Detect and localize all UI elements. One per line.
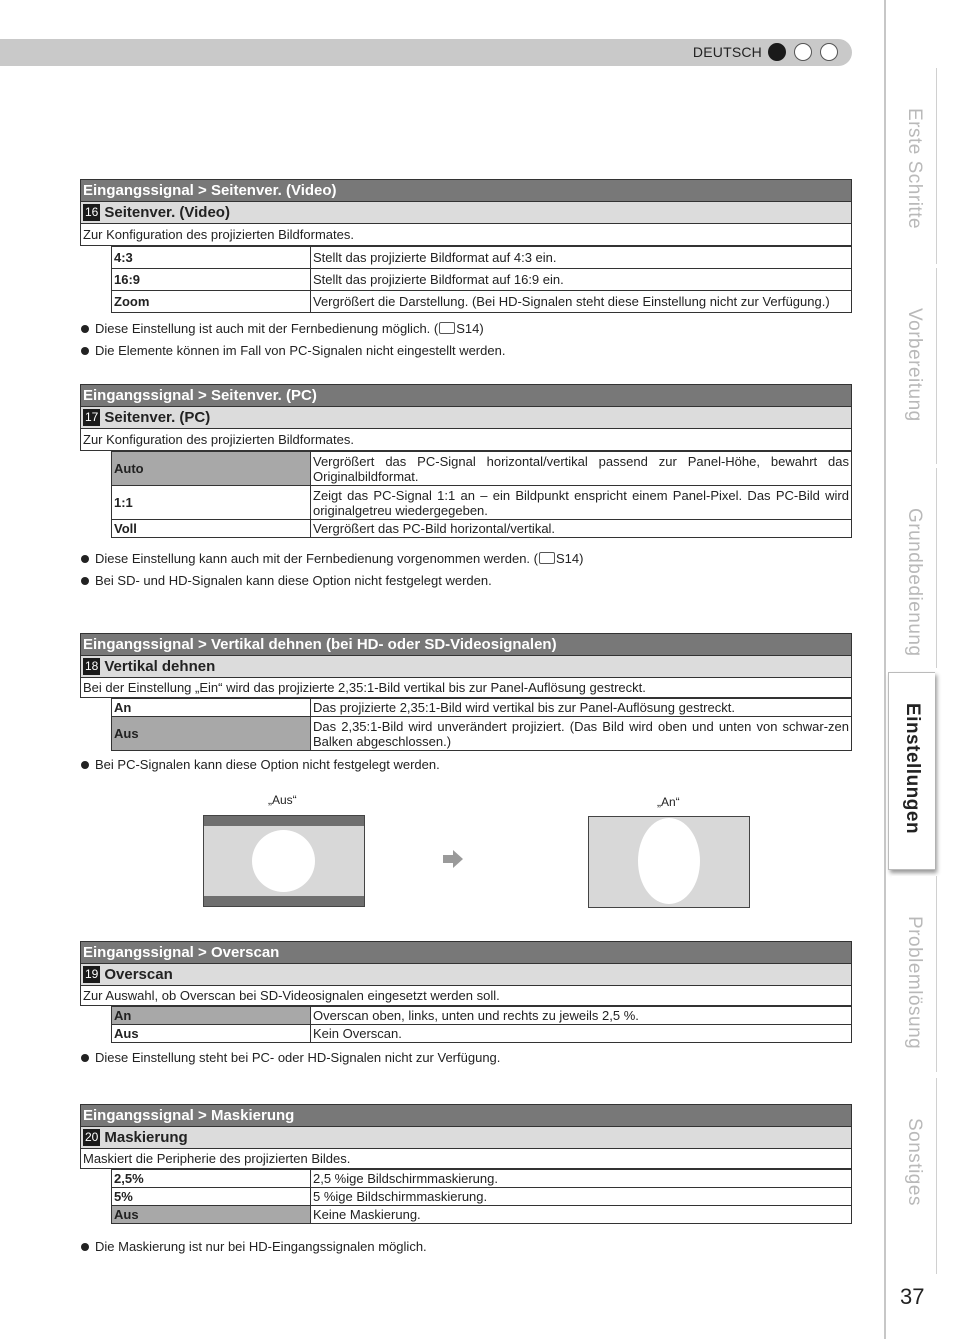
- option-name: Zoom: [112, 291, 311, 313]
- note: Diese Einstellung steht bei PC- oder HD-Signalen nicht zur Verfügung.: [80, 1047, 852, 1069]
- section-header: Eingangssignal > Seitenver. (PC): [80, 384, 852, 407]
- tab-label: Einstellungen: [902, 703, 923, 835]
- book-icon: [539, 552, 555, 564]
- tab-label: Problemlösung: [904, 916, 925, 1050]
- tab-rule: [884, 0, 886, 1339]
- section-description: Zur Konfiguration des projizierten Bildformates.: [80, 429, 852, 451]
- language-indicator-dot: [768, 43, 786, 61]
- item-title: Maskierung: [104, 1129, 188, 1146]
- tab-grundbedienung[interactable]: [892, 468, 937, 668]
- option-description: Keine Maskierung.: [311, 1206, 852, 1224]
- option-name: 4:3: [112, 247, 311, 269]
- option-description: Overscan oben, links, unten und rechts zu jeweils 2,5 %.: [311, 1007, 852, 1025]
- illustration-aus-frame: [203, 815, 365, 907]
- option-name: An: [112, 1007, 311, 1025]
- notes: [80, 318, 852, 362]
- table-row: [112, 247, 852, 269]
- item-number: 17: [85, 410, 99, 424]
- options-table: [111, 246, 852, 313]
- notes: [80, 754, 852, 776]
- option-description: Vergrößert das PC-Bild horizontal/vertikal.: [311, 520, 852, 538]
- option-name: An: [112, 699, 311, 717]
- notes: [80, 1047, 852, 1069]
- item-number: 16: [85, 205, 99, 219]
- page-reference: S14): [555, 551, 584, 566]
- item-number: 20: [85, 1130, 99, 1144]
- item-number: 19: [85, 967, 99, 981]
- table-row: [112, 1170, 852, 1188]
- options-table: [111, 698, 852, 751]
- option-description: Stellt das projizierte Bildformat auf 4:3 ein.: [311, 247, 852, 269]
- option-description: Stellt das projizierte Bildformat auf 16:9 ein.: [311, 269, 852, 291]
- option-description: Das projizierte 2,35:1-Bild wird vertikal bis zur Panel-Auflösung gestreckt.: [311, 699, 852, 717]
- table-row: [112, 717, 852, 751]
- section-maskierung: [80, 1104, 852, 1258]
- page-number: 37: [900, 1284, 925, 1309]
- option-description: Vergrößert die Darstellung. (Bei HD-Signalen steht diese Einstellung nicht zur Verfügung.): [311, 291, 852, 313]
- item-title: Seitenver. (PC): [104, 409, 211, 426]
- option-name: Voll: [112, 520, 311, 538]
- circle-shape: [252, 830, 315, 892]
- item-number: 18: [85, 659, 99, 673]
- item-title: Seitenver. (Video): [104, 204, 230, 221]
- option-description: Kein Overscan.: [311, 1025, 852, 1043]
- table-row: [112, 486, 852, 520]
- language-label: DEUTSCH: [692, 44, 762, 60]
- note-text: Diese Einstellung kann auch mit der Fernbedienung vorgenommen werden. (: [95, 551, 538, 566]
- option-name: Auto: [112, 452, 311, 486]
- section-seitenver-video: [80, 179, 852, 362]
- tab-einstellungen[interactable]: [888, 672, 935, 870]
- options-table: [111, 1006, 852, 1043]
- tab-erste-schritte[interactable]: [892, 68, 937, 264]
- section-header: Eingangssignal > Seitenver. (Video): [80, 179, 852, 202]
- option-name: Aus: [112, 1025, 311, 1043]
- option-description: Vergrößert das PC-Signal horizontal/vertikal passend zur Panel-Höhe, bewahrt das Originalbildformat.: [311, 452, 852, 486]
- book-icon: [439, 322, 455, 334]
- note: Bei SD- und HD-Signalen kann diese Option nicht festgelegt werden.: [80, 570, 852, 592]
- note: Die Maskierung ist nur bei HD-Eingangssignalen möglich.: [80, 1236, 852, 1258]
- options-table: [111, 1169, 852, 1224]
- table-row: [112, 699, 852, 717]
- page-reference: S14): [456, 321, 484, 336]
- note-text: Diese Einstellung ist auch mit der Fernbedienung möglich. (: [95, 321, 439, 336]
- notes: [80, 548, 852, 592]
- note: [80, 548, 852, 570]
- section-title: [80, 964, 852, 986]
- table-row: [112, 520, 852, 538]
- tab-sonstiges[interactable]: [892, 1078, 937, 1274]
- section-title: [80, 656, 852, 678]
- table-row: [112, 1007, 852, 1025]
- option-name: 2,5%: [112, 1170, 311, 1188]
- option-name: 5%: [112, 1188, 311, 1206]
- section-description: Zur Auswahl, ob Overscan bei SD-Videosignalen eingesetzt werden soll.: [80, 986, 852, 1006]
- illustration-an-frame: [588, 816, 750, 908]
- option-name: 16:9: [112, 269, 311, 291]
- letterbox-bar: [204, 816, 364, 826]
- tab-label: Erste Schritte: [904, 108, 925, 230]
- tab-label: Sonstiges: [904, 1118, 925, 1206]
- section-description: Maskiert die Peripherie des projizierten Bildes.: [80, 1149, 852, 1169]
- tab-label: Grundbedienung: [904, 508, 925, 657]
- note: Bei PC-Signalen kann diese Option nicht festgelegt werden.: [80, 754, 852, 776]
- table-row: [112, 291, 852, 313]
- section-description: Zur Konfiguration des projizierten Bildformates.: [80, 224, 852, 246]
- section-overscan: [80, 941, 852, 1069]
- item-title: Vertikal dehnen: [104, 658, 216, 675]
- section-header: Eingangssignal > Maskierung: [80, 1104, 852, 1127]
- illustration-label-an: „An“: [657, 795, 680, 809]
- option-description: Zeigt das PC-Signal 1:1 an – ein Bildpunkt enspricht einem Panel-Pixel. Das PC-Bild wird originalgetreu wiedergegeben.: [311, 486, 852, 520]
- ellipse-shape: [638, 818, 700, 904]
- section-title: [80, 407, 852, 429]
- illustration-label-aus: „Aus“: [268, 793, 297, 807]
- tab-vorbereitung[interactable]: [892, 268, 937, 464]
- option-description: 2,5 %ige Bildschirmmaskierung.: [311, 1170, 852, 1188]
- section-vertikal-dehnen: [80, 633, 852, 776]
- option-description: Das 2,35:1-Bild wird unverändert projiziert. (Das Bild wird oben und unten von schwar-zen Balken abgeschlossen.): [311, 717, 852, 751]
- section-title: [80, 1127, 852, 1149]
- notes: [80, 1236, 852, 1258]
- table-row: [112, 269, 852, 291]
- item-title: Overscan: [104, 966, 173, 983]
- section-header: Eingangssignal > Vertikal dehnen (bei HD- oder SD-Videosignalen): [80, 633, 852, 656]
- section-seitenver-pc: [80, 384, 852, 592]
- table-row: [112, 1188, 852, 1206]
- table-row: [112, 1206, 852, 1224]
- arrow-right-icon: [441, 849, 465, 869]
- note: [80, 318, 852, 340]
- section-title: [80, 202, 852, 224]
- table-row: [112, 452, 852, 486]
- tab-label: Vorbereitung: [904, 308, 925, 422]
- section-description: Bei der Einstellung „Ein“ wird das projizierte 2,35:1-Bild vertikal bis zur Panel-Auflösung gestreckt.: [80, 678, 852, 698]
- tab-problemloesung[interactable]: [892, 876, 937, 1072]
- letterbox-bar: [204, 896, 364, 906]
- note: Die Elemente können im Fall von PC-Signalen nicht eingestellt werden.: [80, 340, 852, 362]
- table-row: [112, 1025, 852, 1043]
- option-name: 1:1: [112, 486, 311, 520]
- section-header: Eingangssignal > Overscan: [80, 941, 852, 964]
- chapter-tabs: [888, 0, 954, 1339]
- language-indicator-dot: [820, 43, 838, 61]
- options-table: [111, 451, 852, 538]
- language-bar: [0, 39, 852, 66]
- option-name: Aus: [112, 717, 311, 751]
- option-name: Aus: [112, 1206, 311, 1224]
- option-description: 5 %ige Bildschirmmaskierung.: [311, 1188, 852, 1206]
- language-indicator-dot: [794, 43, 812, 61]
